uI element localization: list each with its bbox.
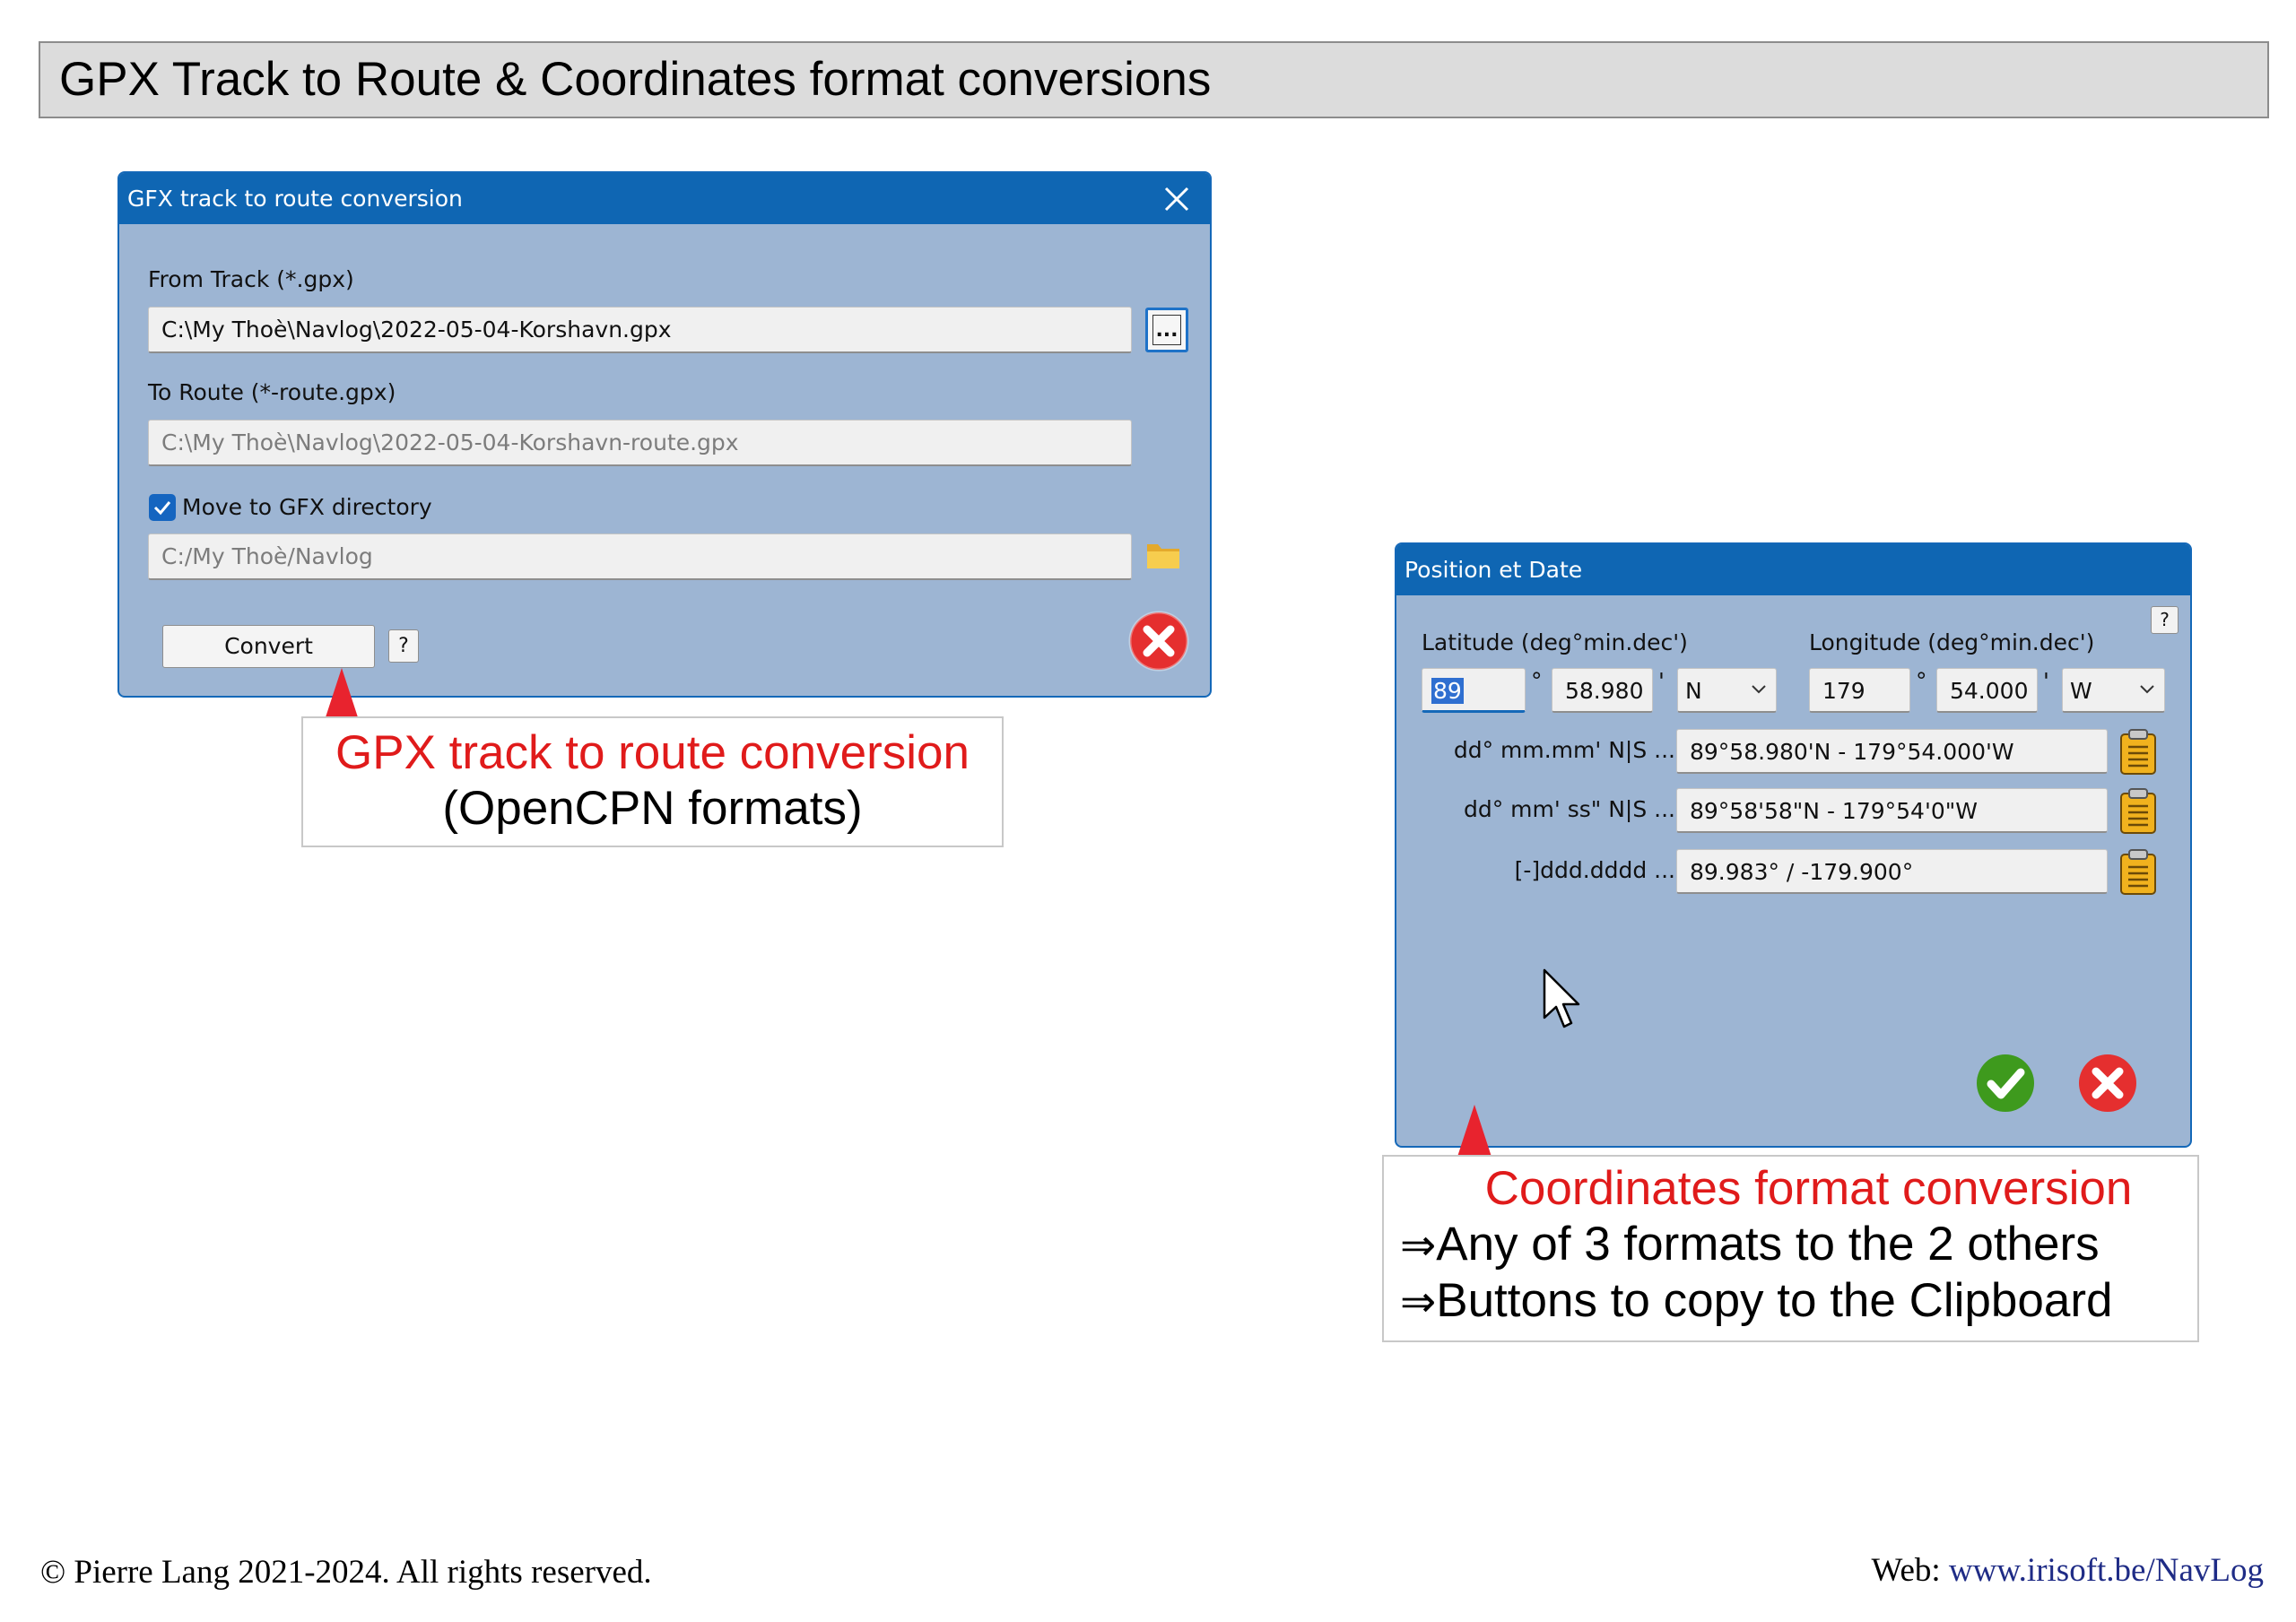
format-label-dms: dd° mm' ss" N|S ...	[1464, 796, 1675, 822]
footer-web	[1871, 1551, 2264, 1590]
arrow-icon: ⇒	[1400, 1220, 1437, 1271]
help-button[interactable]	[388, 629, 419, 663]
from-track-label: From Track (*.gpx)	[148, 266, 354, 292]
to-route-label: To Route (*-route.gpx)	[148, 379, 396, 405]
gpx-callout-subtitle: (OpenCPN formats)	[442, 782, 863, 835]
clipboard-icon[interactable]	[2118, 729, 2158, 776]
latitude-hemisphere-value: N	[1685, 678, 1702, 704]
footer-web-link[interactable]: www.irisoft.be/NavLog	[1948, 1552, 2264, 1589]
format-value-dms[interactable]: 89°58'58"N - 179°54'0"W	[1676, 788, 2108, 833]
coord-callout-line2-text: Buttons to copy to the Clipboard	[1436, 1274, 2113, 1327]
gpx-callout	[301, 716, 1004, 847]
latitude-minutes-input[interactable]: 58.980	[1552, 668, 1653, 713]
format-label-decimal: [-]ddd.dddd ...	[1514, 857, 1675, 883]
gpx-callout-arrow	[325, 668, 359, 720]
ok-check-icon[interactable]	[1975, 1053, 2036, 1114]
gpx-dialog-titlebar	[119, 173, 1210, 224]
position-dialog-titlebar	[1396, 544, 2190, 595]
convert-button-label: Convert	[224, 633, 313, 659]
directory-input: C:/My Thoè/Navlog	[148, 533, 1132, 580]
latitude-label: Latitude (deg°min.dec')	[1422, 629, 1688, 655]
latitude-degree-symbol: °	[1531, 668, 1543, 694]
latitude-hemisphere-select[interactable]	[1677, 668, 1777, 713]
longitude-minute-symbol: '	[2043, 668, 2049, 694]
to-route-input: C:\My Thoè\Navlog\2022-05-04-Korshavn-route.gpx	[148, 420, 1132, 466]
cancel-icon[interactable]	[1128, 611, 1189, 672]
help-button-label: ?	[398, 635, 409, 657]
gpx-callout-title: GPX track to route conversion	[335, 726, 970, 779]
chevron-down-icon	[1751, 684, 1767, 695]
latitude-minute-symbol: '	[1658, 668, 1665, 694]
move-checkbox[interactable]	[149, 494, 176, 521]
position-dialog-title: Position et Date	[1405, 557, 1583, 583]
position-help-label: ?	[2160, 609, 2170, 630]
convert-button[interactable]	[162, 625, 375, 668]
mouse-cursor-icon	[1542, 967, 1583, 1032]
clipboard-icon[interactable]	[2118, 788, 2158, 835]
longitude-label: Longitude (deg°min.dec')	[1809, 629, 2095, 655]
clipboard-icon[interactable]	[2118, 849, 2158, 896]
browse-button-label: ...	[1155, 319, 1178, 342]
coord-callout-line1-text: Any of 3 formats to the 2 others	[1436, 1218, 2100, 1271]
coord-callout	[1382, 1155, 2199, 1342]
browse-button-inner	[1152, 315, 1181, 345]
footer-web-label: Web:	[1871, 1552, 1941, 1589]
page-title: GPX Track to Route & Coordinates format conversions	[59, 53, 1212, 106]
checkbox-check-icon	[149, 494, 176, 521]
arrow-icon: ⇒	[1400, 1277, 1437, 1327]
from-track-input[interactable]: C:\My Thoè\Navlog\2022-05-04-Korshavn.gpx	[148, 307, 1132, 353]
format-value-dmm[interactable]: 89°58.980'N - 179°54.000'W	[1676, 729, 2108, 774]
longitude-degree-symbol: °	[1916, 668, 1927, 694]
move-checkbox-label[interactable]: Move to GFX directory	[182, 494, 432, 520]
folder-icon[interactable]	[1145, 539, 1181, 571]
longitude-minutes-input[interactable]: 54.000	[1936, 668, 2038, 713]
longitude-hemisphere-select[interactable]	[2062, 668, 2165, 713]
footer-copyright: © Pierre Lang 2021-2024. All rights reserved.	[40, 1554, 652, 1591]
position-dialog	[1395, 542, 2192, 1148]
coord-callout-arrow	[1457, 1105, 1492, 1157]
gpx-conversion-dialog	[117, 171, 1212, 698]
browse-button[interactable]	[1145, 308, 1188, 352]
gpx-dialog-title: GFX track to route conversion	[127, 186, 463, 212]
chevron-down-icon	[2139, 684, 2155, 695]
coord-callout-line1	[1384, 1217, 2197, 1273]
latitude-degrees-value: 89	[1433, 678, 1462, 704]
format-value-decimal[interactable]: 89.983° / -179.900°	[1676, 849, 2108, 894]
coord-callout-title: Coordinates format conversion	[1484, 1162, 2133, 1215]
coord-callout-line2	[1384, 1273, 2197, 1330]
longitude-degrees-input[interactable]: 179	[1809, 668, 1910, 713]
close-icon[interactable]	[1162, 185, 1191, 213]
position-help-button[interactable]	[2151, 606, 2179, 634]
longitude-hemisphere-value: W	[2070, 678, 2092, 704]
format-label-dmm: dd° mm.mm' N|S ...	[1453, 737, 1675, 763]
latitude-degrees-input[interactable]	[1422, 668, 1526, 713]
cancel-icon[interactable]	[2077, 1053, 2138, 1114]
